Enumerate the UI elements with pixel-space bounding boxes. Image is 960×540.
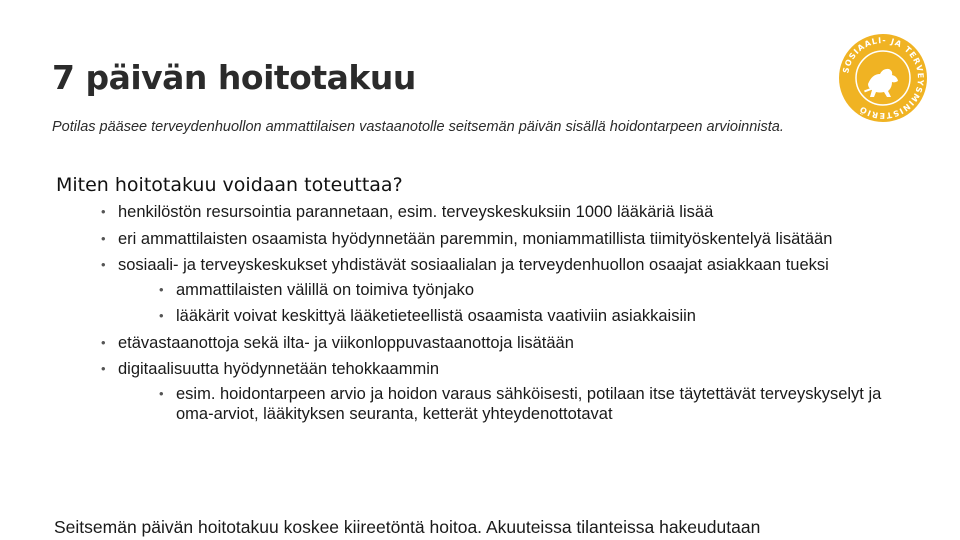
- sub-list-item: [154, 306, 886, 327]
- page-title: 7 päivän hoitotakuu: [52, 58, 416, 97]
- ministry-logo: [838, 32, 928, 124]
- svg-text:SOSIAALI- JA TERVEYSMINISTERIÖ: SOSIAALI- JA TERVEYSMINISTERIÖ: [841, 35, 926, 121]
- list-item-text: eri ammattilaisten osaamista hyödynnetään paremmin, moniammatillista tiimityöskentelyä lisätään: [118, 229, 833, 248]
- sub-list: [118, 280, 886, 327]
- sub-list-item: [154, 280, 886, 301]
- list-item: [96, 255, 886, 327]
- list-item-text: sosiaali- ja terveyskeskukset yhdistävät sosiaalialan ja terveydenhuollon osaajat asiakkaan tueksi: [118, 256, 829, 274]
- sub-list-item-text: esim. hoidontarpeen arvio ja hoidon varaus sähköisesti, potilaan itse täytettävät terveyskyselyt ja oma-arviot, lääkityksen seuranta, ketterät yhteydenottotavat: [176, 384, 882, 423]
- sub-list-item: [154, 384, 886, 425]
- list-item: [96, 333, 886, 354]
- bullet-icon: •: [101, 334, 106, 350]
- bullet-icon: •: [159, 281, 164, 297]
- sub-list-item-text: ammattilaisten välillä on toimiva työnjako: [176, 280, 475, 299]
- list-item-text: etävastaanottoja sekä ilta- ja viikonloppuvastaanottoja lisätään: [118, 333, 574, 352]
- sub-list: [118, 384, 886, 425]
- bullet-icon: •: [159, 385, 164, 401]
- bullet-list: [96, 202, 886, 431]
- list-item: [96, 229, 886, 250]
- section-heading: Miten hoitotakuu voidaan toteuttaa?: [56, 174, 403, 196]
- sub-list-item-text: lääkärit voivat keskittyä lääketieteellistä osaamista vaativiin asiakkaisiin: [176, 307, 696, 325]
- bullet-icon: •: [101, 257, 106, 272]
- bullet-icon: •: [159, 308, 164, 323]
- list-item-text: digitaalisuutta hyödynnetään tehokkaammin: [118, 360, 440, 378]
- lion-crest-icon: [838, 32, 928, 124]
- list-item: [96, 359, 886, 425]
- footer-note: Seitsemän päivän hoitotakuu koskee kiireetöntä hoitoa. Akuuteissa tilanteissa hakeudutaan: [54, 517, 761, 537]
- bullet-icon: •: [101, 204, 106, 219]
- subtitle: Potilas pääsee terveydenhuollon ammattilaisen vastaanotolle seitsemän päivän sisällä hoidontarpeen arvioinnista.: [52, 119, 784, 135]
- list-item: [96, 202, 886, 223]
- bullet-icon: •: [101, 361, 106, 376]
- bullet-icon: •: [101, 230, 106, 246]
- list-item-text: henkilöstön resursointia parannetaan, esim. terveyskeskuksiin 1000 lääkäriä lisää: [118, 203, 714, 221]
